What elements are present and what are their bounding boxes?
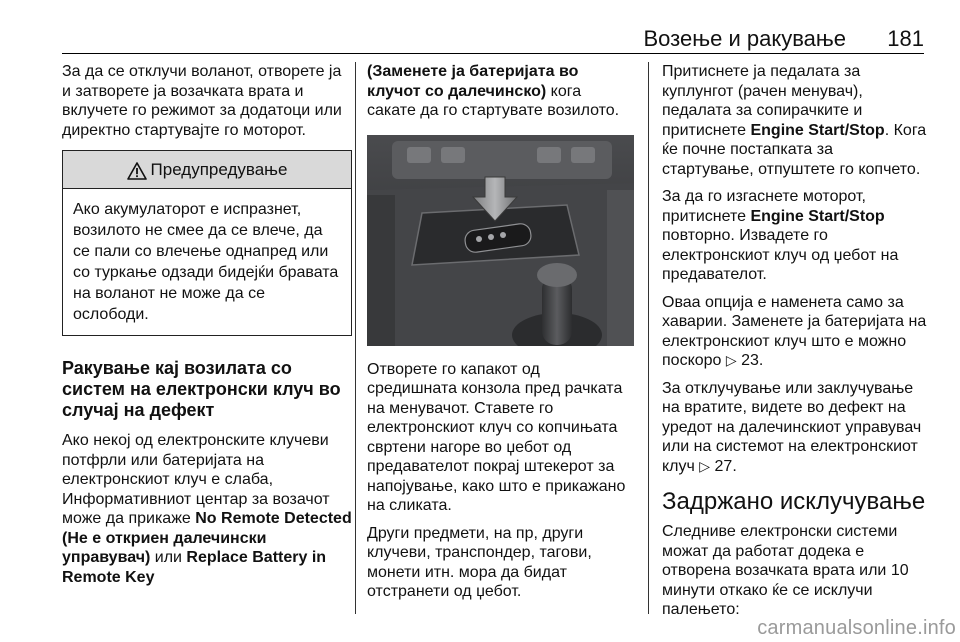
column-right xyxy=(662,62,928,628)
page-title: Возење и ракување xyxy=(643,26,846,51)
warning-header xyxy=(63,151,351,189)
page-header xyxy=(62,18,924,54)
column-left xyxy=(62,62,352,595)
page-number: 181 xyxy=(887,26,924,51)
section-paragraph: Ако некој од електронските клучеви потфрли или батеријата на електронскиот клуч е слаба, Информативниот центар за возачот може да прикаже No Remote Detected (Не е откриен далечински управувач) или Replace Battery in Remote Key xyxy=(62,432,352,586)
watermark: carmanualsonline.info xyxy=(757,617,956,639)
stop-paragraph: За да го изгаснете моторот, притиснете Engine Start/Stop повторно. Извадете го електронскиот клуч од џебот на предавателот. xyxy=(662,188,899,283)
retained-power-heading: Задржано исклучување xyxy=(662,488,926,515)
retained-power-paragraph: Следниве електронски системи можат да работат додека е отворена возачката врата или 10 минути откако ќе се исклучи палењето: xyxy=(662,523,909,618)
warning-title: Предупредување xyxy=(150,159,288,179)
section-heading: Ракување кај возилата со систем на електронски клуч во случај на дефект xyxy=(62,358,341,420)
triangle-right-icon: ▷ xyxy=(699,457,711,474)
column-divider xyxy=(648,62,649,614)
triangle-right-icon: ▷ xyxy=(725,352,737,368)
message-replace-battery: Replace Battery in Remote Key xyxy=(62,549,327,586)
warning-text: Ако акумулаторот е испразнет, возилото не смее да се влече, да се пали со влечење однапред или со туркање одзади бидејќи бравата на воланот не може да се ослободи. xyxy=(73,201,339,323)
intro-paragraph: За да се отклучи воланот, отворете ја и затворете ја возачката врата и вклучете го режимот за додатоци или директно стартувајте го моторот. xyxy=(62,63,342,139)
warning-box xyxy=(62,150,352,336)
message-no-remote: No Remote Detected (Не е откриен далечински управувач) xyxy=(62,510,352,566)
engine-start-stop-label: Engine Start/Stop xyxy=(750,121,885,139)
note-paragraph: Други предмети, на пр, други клучеви, транспондер, тагови, монети итн. мора да бидат отстранети од џебот. xyxy=(367,524,592,600)
emergency-paragraph: Оваа опција е наменета само за хаварии. Заменете ја батеријата на електронскиот клуч што е можно поскоро ▷ 23. xyxy=(662,293,927,369)
instruction-paragraph: Отворете го капакот од средишната конзола пред рачката на менувачот. Ставете го електронскиот клуч со копчињата свртени нагоре во џебот од предавателот покрај штекерот за напојување, како што е прикажано на сликата. xyxy=(367,360,626,514)
header-rule xyxy=(62,53,924,54)
start-paragraph: Притиснете ја педалата за куплунгот (рачен менувач), педалата за сопирачките и притиснете Engine Start/Stop. Кога ќе почне постапката за стартување, отпуштете го копчето. xyxy=(662,63,927,178)
message-replace-battery-translation: (Заменете ја батеријата во клучот со далечинско) xyxy=(367,63,579,100)
locking-paragraph: За отклучување или заклучување на вратите, видете во дефект на уредот на далечинскиот управувач или на системот на електронскиот клуч ▷ 27. xyxy=(662,379,922,475)
column-divider xyxy=(355,62,356,614)
console-pocket-photo xyxy=(367,135,634,346)
column-middle xyxy=(367,62,634,610)
page-reference[interactable]: 27 xyxy=(714,457,733,475)
warning-triangle-icon xyxy=(127,162,147,180)
lead-paragraph: (Заменете ја батеријата во клучот со далечинско) кога сакате да го стартувате возилото. xyxy=(367,63,620,119)
engine-start-stop-label: Engine Start/Stop xyxy=(750,207,885,225)
page-reference[interactable]: 23 xyxy=(741,352,759,369)
